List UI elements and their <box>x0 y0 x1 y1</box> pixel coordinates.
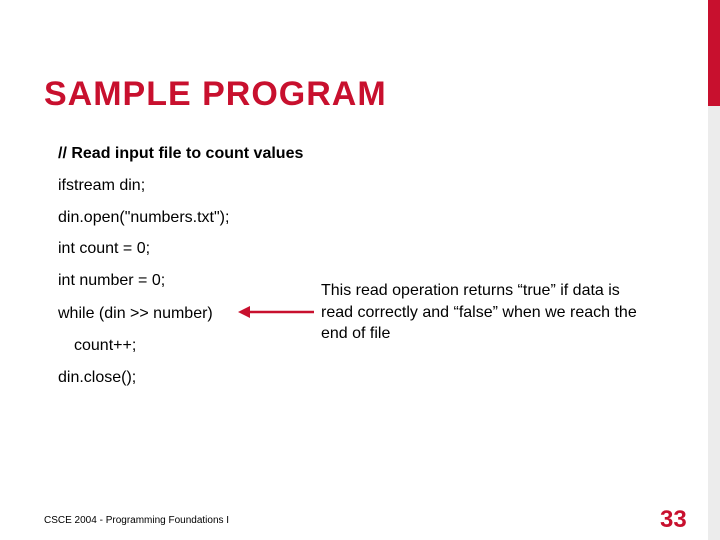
code-line-count-init: int count = 0; <box>58 240 151 257</box>
code-comment-line: // Read input file to count values <box>58 145 304 162</box>
annotation-text: This read operation returns “true” if data is read correctly and “false” when we reach the end of file <box>321 282 637 342</box>
slide-title: SAMPLE PROGRAM <box>44 75 387 113</box>
code-line-while: while (din >> number) <box>58 305 213 322</box>
page-number: 33 <box>660 506 687 533</box>
code-line-open: din.open("numbers.txt"); <box>58 209 230 226</box>
side-bar <box>708 106 720 540</box>
code-line-increment: count++; <box>74 337 137 354</box>
code-line-close: din.close(); <box>58 369 137 386</box>
code-line-ifstream: ifstream din; <box>58 177 146 194</box>
left-arrow-icon <box>236 302 316 322</box>
footer-course-label: CSCE 2004 - Programming Foundations I <box>44 515 230 526</box>
code-line-number-init: int number = 0; <box>58 272 166 289</box>
accent-bar <box>708 0 720 106</box>
